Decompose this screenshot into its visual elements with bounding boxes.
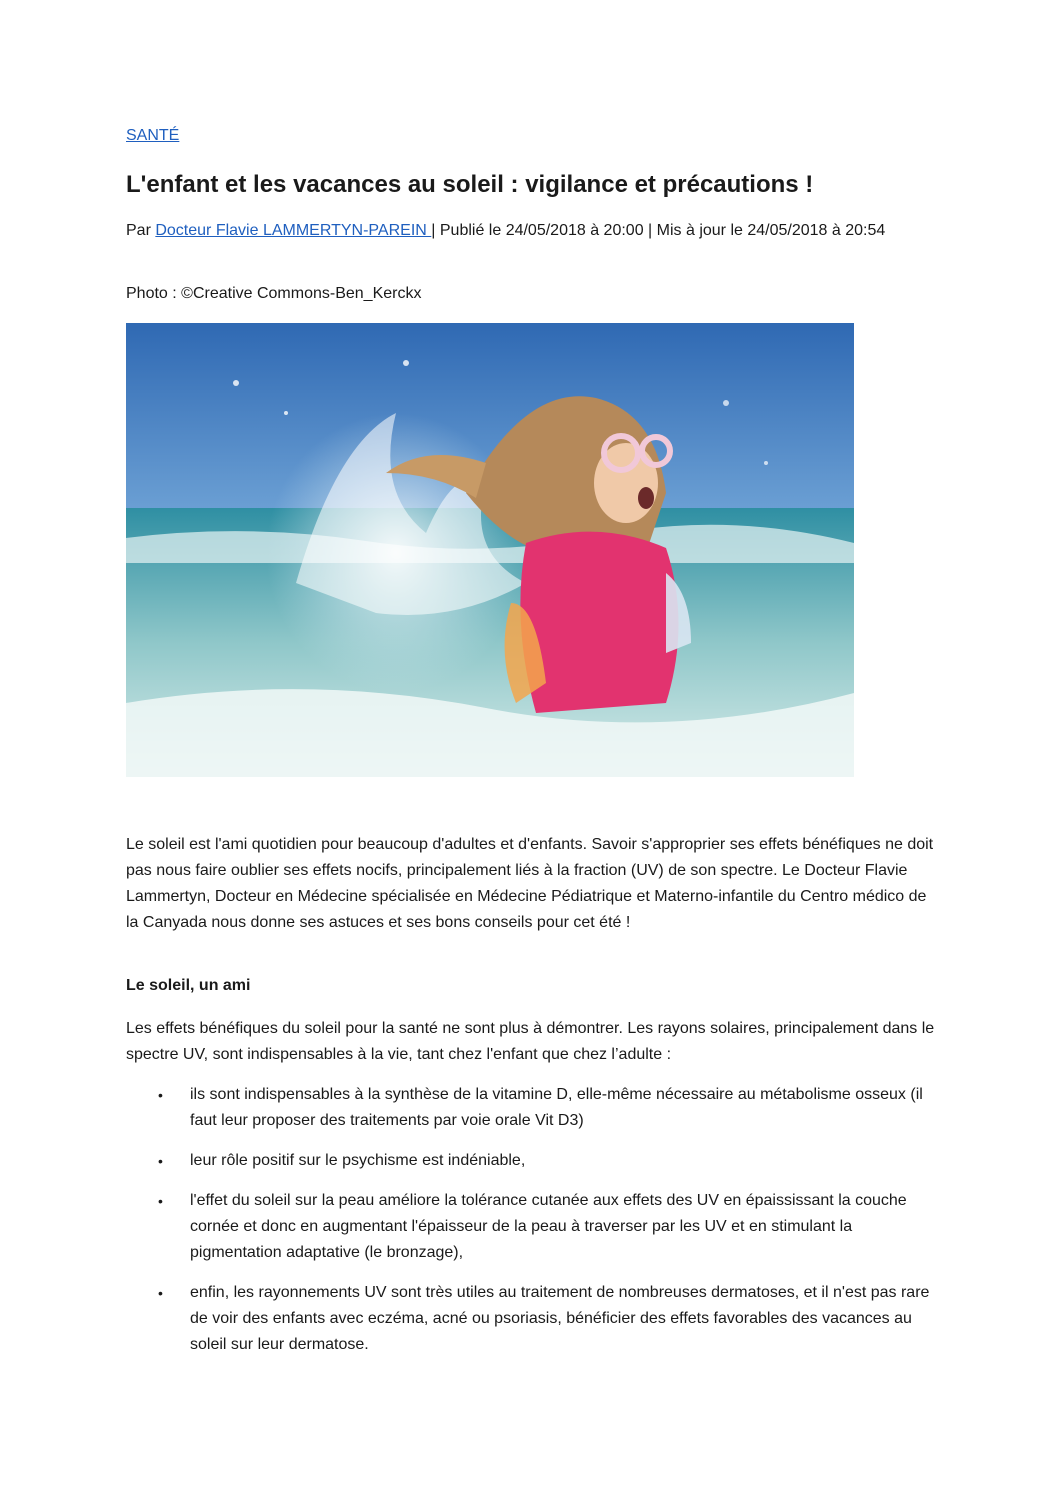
list-item (126, 1082, 936, 1134)
bullet-icon: • (158, 1153, 163, 1169)
list-item (126, 1148, 936, 1174)
section-heading: Le soleil, un ami (126, 977, 251, 994)
benefits-list (126, 1082, 936, 1372)
photo-credit: Photo : ©Creative Commons-Ben_Kerckx (126, 285, 422, 302)
bullet-icon: • (158, 1193, 163, 1209)
byline (126, 218, 926, 244)
section-paragraph: Les effets bénéfiques du soleil pour la santé ne sont plus à démontrer. Les rayons solaires, principalement dans le spectre UV, sont indispensables à la vie, tant chez l'enfant que chez l’adulte : (126, 1020, 935, 1063)
category-link[interactable]: SANTÉ (126, 127, 180, 144)
article-photo (126, 323, 854, 777)
byline-prefix: Par (126, 222, 156, 239)
list-item-text: ils sont indispensables à la synthèse de la vitamine D, elle-même nécessaire au métabolisme osseux (il faut leur proposer des traitements par voie orale Vit D3) (190, 1086, 923, 1129)
article-intro: Le soleil est l'ami quotidien pour beaucoup d'adultes et d'enfants. Savoir s'approprier ses effets bénéfiques ne doit pas nous faire oublier ses effets nocifs, principalement liés à la fraction (UV) de son spectre. Le Docteur Flavie Lammertyn, Docteur en Médecine spécialisée en Médecine Pédiatrique et Materno-infantile du Centro médico de la Canyada nous donne ses astuces et ses bons conseils pour cet été ! (126, 836, 934, 931)
list-item (126, 1280, 936, 1358)
bullet-icon: • (158, 1087, 163, 1103)
byline-dates: | Publié le 24/05/2018 à 20:00 | Mis à jour le 24/05/2018 à 20:54 (431, 222, 886, 239)
bullet-icon: • (158, 1285, 163, 1301)
list-item-text: l'effet du soleil sur la peau améliore la tolérance cutanée aux effets des UV en épaississant la couche cornée et donc en augmentant l'épaisseur de la peau à traverser par les UV et en stimulant la pigmentation adaptative (le bronzage), (190, 1192, 907, 1261)
author-link[interactable]: Docteur Flavie LAMMERTYN-PAREIN (155, 222, 432, 239)
article-title: L'enfant et les vacances au soleil : vigilance et précautions ! (126, 171, 814, 198)
list-item-text: leur rôle positif sur le psychisme est indéniable, (190, 1152, 526, 1169)
list-item (126, 1188, 936, 1266)
list-item-text: enfin, les rayonnements UV sont très utiles au traitement de nombreuses dermatoses, et il n'est pas rare de voir des enfants avec eczéma, acné ou psoriasis, bénéficier des effets favorables des vacances au soleil sur leur dermatose. (190, 1284, 930, 1353)
photo-child-splashing-icon (126, 323, 854, 777)
